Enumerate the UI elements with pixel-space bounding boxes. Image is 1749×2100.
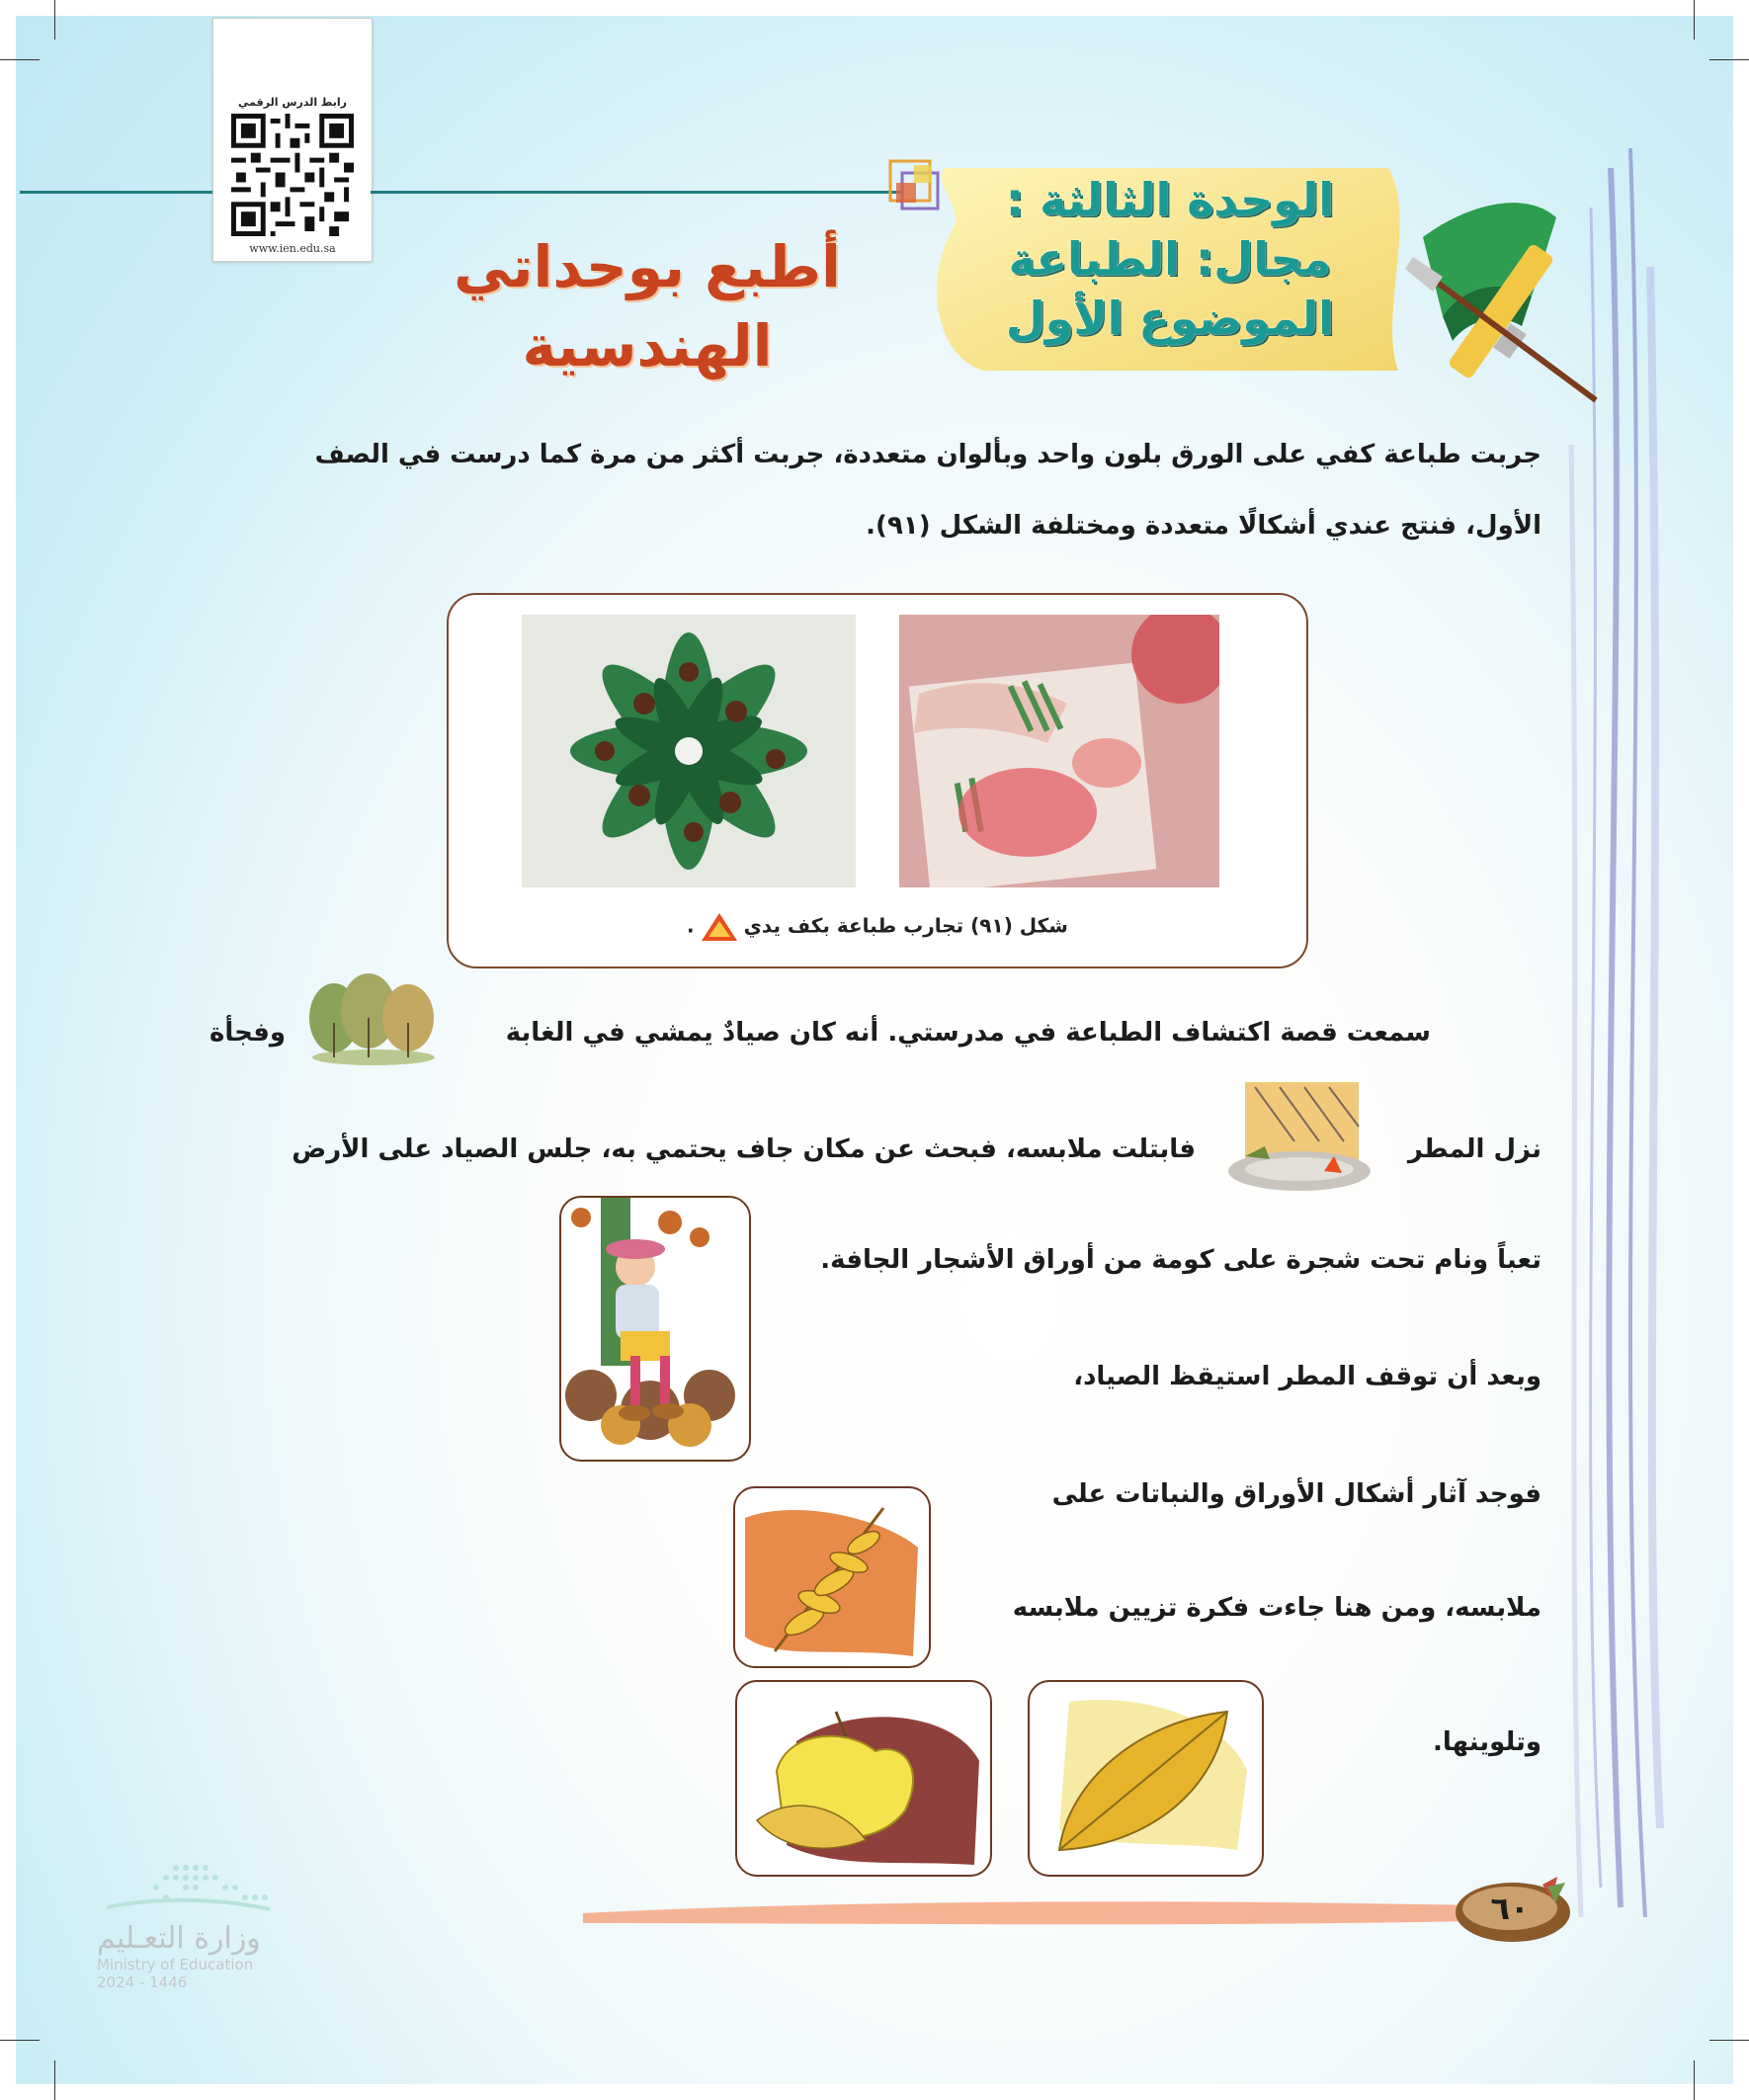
lesson-title xyxy=(425,227,870,385)
decorative-strokes xyxy=(1551,148,1680,1927)
unit-line: الموضوع الأول xyxy=(1005,292,1334,345)
crop-mark xyxy=(1709,2040,1749,2041)
qr-code-icon[interactable] xyxy=(231,114,354,236)
handprint-star-photo xyxy=(522,615,856,887)
lesson-title-line: أطبع بوحداتي xyxy=(454,233,841,300)
unit-heading xyxy=(1006,170,1334,348)
header-rule xyxy=(371,191,904,194)
figure-caption-text: شكل (٩١) تجارب طباعة بكف يدي xyxy=(743,913,1068,938)
crop-mark xyxy=(54,2060,55,2100)
crop-mark xyxy=(1694,0,1695,40)
header-rule xyxy=(20,191,212,194)
trees-icon xyxy=(304,973,443,1067)
fern-leaf-print-picture xyxy=(733,1486,931,1668)
story-line: نزل المطر xyxy=(1407,1134,1541,1164)
qr-code-card[interactable] xyxy=(212,18,373,262)
bottom-brush-stroke xyxy=(583,1893,1472,1929)
paint-tools-icon xyxy=(1383,178,1606,415)
intro-line: جربت طباعة كفي على الورق بلون واحد وبألوان متعددة، جربت أكثر من مرة كما درست في الصف xyxy=(314,440,1541,469)
ministry-dots-icon xyxy=(97,1858,275,1917)
figure-caption-end: . xyxy=(687,913,695,938)
crop-mark xyxy=(54,0,55,40)
crop-mark xyxy=(1694,2060,1695,2100)
story-line: تعباً ونام تحت شجرة على كومة من أوراق الأشجار الجافة. xyxy=(820,1245,1541,1275)
rain-icon xyxy=(1225,1082,1374,1196)
hand-printing-photo xyxy=(899,615,1219,887)
fern-leaf-image xyxy=(735,1488,929,1666)
ministry-year: 2024 - 1446 xyxy=(97,1974,188,1991)
story-line: وتلوينها. xyxy=(1432,1727,1541,1757)
story-line: سمعت قصة اكتشاف الطباعة في مدرستي. أنه كان صيادٌ يمشي في الغابة xyxy=(505,1018,1431,1048)
lesson-title-line: الهندسية xyxy=(522,312,773,379)
qr-url[interactable]: www.ien.edu.sa xyxy=(249,242,336,255)
unit-line: مجال: الطباعة xyxy=(1008,232,1332,286)
story-line: فابتلت ملابسه، فبحث عن مكان جاف يحتمي به، جلس الصياد على الأرض xyxy=(292,1134,1196,1164)
unit-line: الوحدة الثالثة : xyxy=(1005,173,1334,226)
story-line: وبعد أن توقف المطر استيقظ الصياد، xyxy=(1073,1362,1541,1391)
warning-triangle-icon xyxy=(702,913,737,941)
yellow-leaf-print-picture xyxy=(1028,1680,1264,1877)
apple-leaf-print-picture xyxy=(735,1680,992,1877)
story-line: ملابسه، ومن هنا جاءت فكرة تزيين ملابسه xyxy=(1012,1593,1541,1623)
figure-caption xyxy=(449,913,1306,941)
intro-line: الأول، فنتج عندي أشكالًا متعددة ومختلفة الشكل (٩١). xyxy=(866,511,1541,541)
crop-mark xyxy=(0,59,40,60)
story-line: فوجد آثار أشكال الأوراق والنباتات على xyxy=(1051,1479,1541,1509)
ministry-name-ar: وزارة التعـليم xyxy=(97,1921,261,1956)
apple-leaf-image xyxy=(737,1682,990,1875)
yellow-leaf-image xyxy=(1030,1682,1262,1875)
crop-mark xyxy=(1709,59,1749,60)
figure-91 xyxy=(447,593,1308,968)
handprint-star-image xyxy=(522,615,856,887)
ministry-logo xyxy=(97,1858,304,1991)
sleeping-hunter-picture xyxy=(559,1196,751,1462)
crop-mark xyxy=(0,2040,40,2041)
qr-label: رابط الدرس الرقمي xyxy=(238,96,347,109)
ministry-name-en: Ministry of Education xyxy=(97,1956,254,1974)
hand-printing-image xyxy=(899,615,1219,887)
sleeping-hunter-image xyxy=(561,1198,749,1460)
story-line: وفجأة xyxy=(209,1018,287,1048)
page-number: ٦٠ xyxy=(1490,1890,1530,1927)
